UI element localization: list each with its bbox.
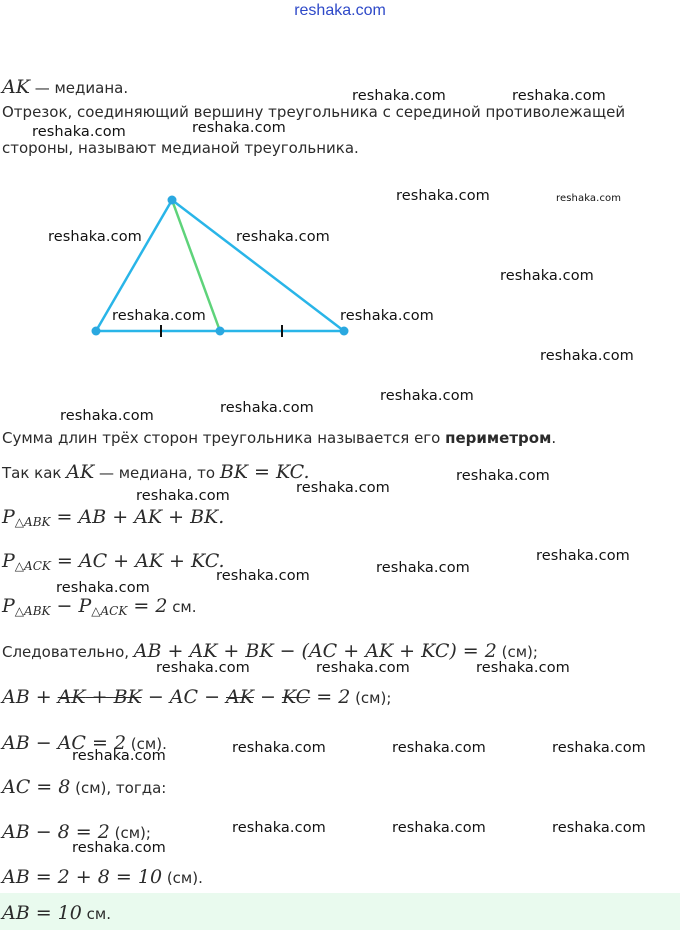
answer-unit: см. xyxy=(81,905,111,923)
watermark: reshaka.com xyxy=(380,388,474,404)
ac-equals-8-line xyxy=(2,776,166,798)
cancel-minus: − xyxy=(253,686,282,708)
perimeter-text: Сумма длин трёх сторон треугольника называется его xyxy=(2,429,446,447)
ac-equals-8: AC = 8 xyxy=(2,776,71,798)
watermark: reshaka.com xyxy=(192,120,286,136)
vertex-left xyxy=(92,327,101,336)
vertex-top xyxy=(168,196,177,205)
math-ak: AK xyxy=(2,76,30,98)
watermark: reshaka.com xyxy=(396,188,490,204)
vertex-midpoint-k xyxy=(216,327,225,336)
perimeter-period: . xyxy=(551,429,557,447)
perimeter-difference: $P_{\triangle ABK} - P_{\triangle ACK} = 2$ см. xyxy=(2,595,197,618)
therefore-text: Следовательно, xyxy=(2,643,134,661)
ab-minus-ac: AB − AC = 2 xyxy=(2,732,127,754)
ab-minus-8-unit: (см); xyxy=(109,824,151,842)
diff-rhs: = 2 xyxy=(127,595,168,617)
vertex-right xyxy=(340,327,349,336)
median-definition-line1: Отрезок, соединяющий вершину треугольника с серединой противолежащей xyxy=(2,103,626,121)
perimeter-abk-rhs: = AB + AK + BK. xyxy=(50,506,225,528)
watermark: reshaka.com xyxy=(500,268,594,284)
perimeter-ack-rhs: = AC + AK + KC. xyxy=(50,550,225,572)
ab-minus-ac-unit: (см). xyxy=(126,735,167,753)
since-ak: AK xyxy=(66,461,95,483)
ab-equals-10-line xyxy=(2,866,203,888)
watermark: reshaka.com xyxy=(236,229,330,245)
cancel-unit: (см); xyxy=(350,689,392,707)
cancel-bk: BK xyxy=(113,686,142,708)
watermark: reshaka.com xyxy=(456,468,550,484)
watermark: reshaka.com xyxy=(352,88,446,104)
watermark: reshaka.com xyxy=(72,748,166,764)
site-header[interactable]: reshaka.com xyxy=(294,2,386,19)
watermark: reshaka.com xyxy=(552,740,646,756)
watermark: reshaka.com xyxy=(556,193,622,204)
perimeter-abk-equation: $P_{\triangle ABK}$ = AB + AK + BK. xyxy=(2,506,225,529)
watermark: reshaka.com xyxy=(232,740,326,756)
watermark: reshaka.com xyxy=(216,568,310,584)
watermark: reshaka.com xyxy=(32,124,126,140)
watermark: reshaka.com xyxy=(48,229,142,245)
therefore-equation: AB + AK + BK − (AC + AK + KC) = 2 xyxy=(133,640,497,662)
diff-ack-subscript: △ACK xyxy=(91,604,128,618)
watermark: reshaka.com xyxy=(56,580,150,596)
since-text2: — медиана, то xyxy=(94,464,220,482)
cancel-eq: = 2 xyxy=(310,686,351,708)
ab-equals-10-unit: (см). xyxy=(162,869,203,887)
watermark: reshaka.com xyxy=(340,308,434,324)
watermark: reshaka.com xyxy=(112,308,206,324)
diff-abk-subscript: △ABK xyxy=(14,604,51,618)
cancel-ak-first: AK xyxy=(57,686,86,708)
therefore-unit: (см); xyxy=(496,643,538,661)
watermark: reshaka.com xyxy=(476,660,570,676)
perimeter-ack-equation: $P_{\triangle ACK}$ = AC + AK + KC. xyxy=(2,550,225,573)
watermark: reshaka.com xyxy=(156,660,250,676)
cancel-kc: KC xyxy=(281,686,311,708)
perimeter-term: периметром xyxy=(445,429,552,447)
watermark: reshaka.com xyxy=(540,348,634,364)
watermark: reshaka.com xyxy=(296,480,390,496)
since-text: Так как xyxy=(2,464,67,482)
since-bk-kc: BK = KC xyxy=(219,461,304,483)
watermark: reshaka.com xyxy=(72,840,166,856)
watermark: reshaka.com xyxy=(392,740,486,756)
answer-line xyxy=(2,902,111,924)
ac-equals-8-unit: (см), тогда: xyxy=(70,779,167,797)
since-period: . xyxy=(303,461,310,483)
therefore-line xyxy=(2,640,538,662)
diff-unit: см. xyxy=(167,598,197,616)
ab-minus-8: AB − 8 = 2 xyxy=(2,821,110,843)
median-label: — медиана. xyxy=(29,79,129,97)
cancel-ab: AB + xyxy=(2,686,58,708)
perimeter-definition xyxy=(2,429,556,447)
perimeter-abk-subscript: △ABK xyxy=(14,515,51,529)
cancellation-line xyxy=(2,686,391,708)
watermark: reshaka.com xyxy=(552,820,646,836)
cancel-ak-second: AK xyxy=(226,686,254,708)
cancel-plus: + xyxy=(85,686,114,708)
cancel-ac: − AC − xyxy=(141,686,227,708)
since-line xyxy=(2,461,310,483)
answer-value: AB = 10 xyxy=(2,902,82,924)
watermark: reshaka.com xyxy=(232,820,326,836)
watermark: reshaka.com xyxy=(60,408,154,424)
perimeter-ack-subscript: △ACK xyxy=(14,559,51,573)
watermark: reshaka.com xyxy=(392,820,486,836)
watermark: reshaka.com xyxy=(376,560,470,576)
watermark: reshaka.com xyxy=(316,660,410,676)
watermark: reshaka.com xyxy=(512,88,606,104)
watermark: reshaka.com xyxy=(536,548,630,564)
median-definition-line2: стороны, называют медианой треугольника. xyxy=(2,139,359,157)
watermark: reshaka.com xyxy=(220,400,314,416)
ab-equals-10: AB = 2 + 8 = 10 xyxy=(2,866,163,888)
watermark: reshaka.com xyxy=(136,488,230,504)
